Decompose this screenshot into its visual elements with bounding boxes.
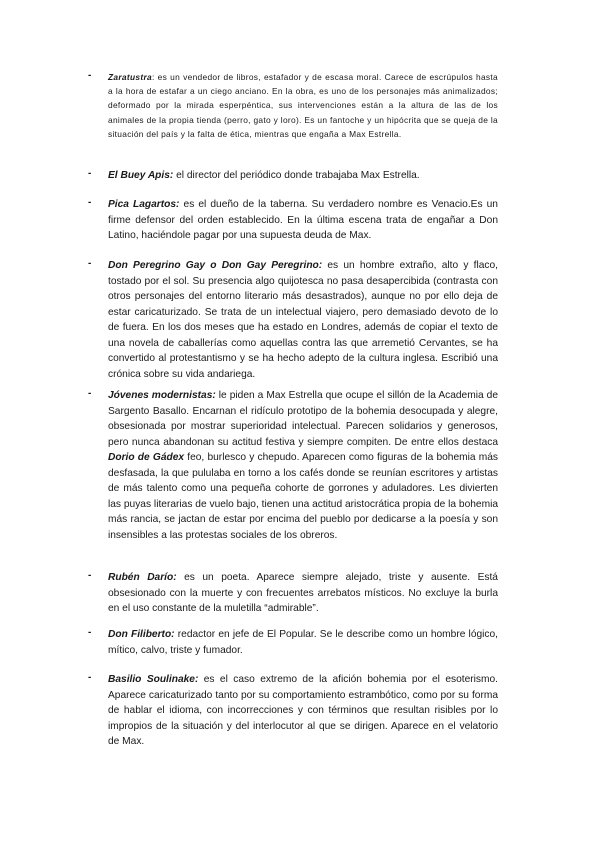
bullet-dash: - xyxy=(88,570,92,581)
bullet-dash: - xyxy=(88,70,92,81)
character-description: es un poeta. Aparece siempre alejado, triste y ausente. Está obsesionado con la muerte y con frecuentes arrebatos místicos. No excluye la burla en el uso constante de la muletilla “admirable”. xyxy=(108,572,498,614)
entry-paragraph xyxy=(108,168,498,184)
character-name: Don Peregrino Gay o Don Gay Peregrino: xyxy=(108,260,323,271)
bullet-dash: - xyxy=(88,672,92,683)
name-separator: : xyxy=(151,72,155,82)
character-description: es un hombre extraño, alto y flaco, tostado por el sol. Su presencia algo quijotesca no pasa desapercibida (contrasta con otros personajes del entorno literario más desastrados), aunque no por ello deja de estar caricaturizado. Se trata de un intelectual viajero, pero demasiado devoto de lo de fuera. En los dos meses que ha estado en Londres, además de copiar el texto de una novela de caballerías como aquellas contra las que arremetió Cervantes, se ha convertido al protestantismo y se ha hecho adepto de la cultura inglesa. Escribió una crónica sobre su vida andariega. xyxy=(108,260,498,380)
list-item-don-peregrino-gay xyxy=(90,258,498,382)
list-item-jovenes-modernistas xyxy=(90,388,498,543)
list-item-ruben-dario xyxy=(90,570,498,617)
list-item-el-buey-apis xyxy=(90,168,498,184)
entry-paragraph xyxy=(108,388,498,543)
character-name: Zaratustra xyxy=(108,72,152,82)
character-description: redactor en jefe de El Popular. Se le describe como un hombre lógico, mítico, calvo, triste y fumador. xyxy=(108,629,499,656)
list-item-don-filiberto xyxy=(90,627,498,658)
character-name: Jóvenes modernistas: xyxy=(108,390,216,401)
entry-paragraph xyxy=(108,570,498,617)
character-description: le piden a Max Estrella que ocupe el sillón de la Academia de Sargento Basallo. Encarnan el ridículo prototipo de la bohemia desocupada y alegre, obsesionada por mostrar superioridad intelectual. Parecen solidarios y generosos, pero nunca abandonan su actitud festiva y siempre compiten. De entre ellos destaca xyxy=(108,390,498,448)
list-item-basilio-soulinake xyxy=(90,672,498,750)
bullet-dash: - xyxy=(88,168,92,179)
character-name: Don Filiberto: xyxy=(108,629,175,640)
bullet-dash: - xyxy=(88,197,92,208)
list-item-zaratustra xyxy=(90,70,498,141)
character-name: Rubén Darío: xyxy=(108,572,177,583)
list-item-pica-lagartos xyxy=(90,197,498,244)
entry-paragraph xyxy=(108,197,498,244)
bullet-dash: - xyxy=(88,258,92,269)
character-name: Pica Lagartos: xyxy=(108,199,180,210)
entry-paragraph xyxy=(108,258,498,382)
entry-paragraph xyxy=(108,672,498,750)
character-name: Basilio Soulinake: xyxy=(108,674,199,685)
character-description: es el caso extremo de la afición bohemia por el esoterismo. Aparece caricaturizado tanto por su comportamiento estrambótico, como por su forma de hablar el idioma, con incorrecciones y con términos que resultan risibles por lo impropios de la situación y del interlocutor al que se dirigen. Aparece en el velatorio de Max. xyxy=(108,674,498,747)
entry-paragraph xyxy=(108,70,498,141)
character-description-cont: feo, burlesco y chepudo. Aparecen como figuras de la bohemia más desfasada, la que pululaba en torno a los cafés donde se reunían escritores y artistas de más talento como una pequeña cohorte de gorrones y aduladores. Les divierten las puyas literarias de vuelo bajo, tienen una actitud aristocrática propia de la bohemia más rancia, se jactan de estar por encima del pueblo por dedicarse a la poesía y son insensibles a las protestas sociales de los obreros. xyxy=(108,452,498,541)
bullet-dash: - xyxy=(88,627,92,638)
entry-paragraph xyxy=(108,627,498,658)
bullet-dash: - xyxy=(88,388,92,399)
character-description: es un vendedor de libros, estafador y de escasa moral. Carece de escrúpulos hasta a la hora de estafar a un ciego anciano. En la obra, es uno de los personajes más animalizados; deformado por la mirada esperpéntica, sus intervenciones están a la altura de las de los animales de la propia tienda (perro, gato y loro). Es un fantoche y un hipócrita que se queja de la situación del país y la falta de ética, mientras que engaña a Max Estrella. xyxy=(108,72,498,139)
highlighted-name: Dorio de Gádex xyxy=(108,452,185,463)
character-description: es el dueño de la taberna. Su verdadero nombre es Venacio.Es un firme defensor del orden establecido. En la última escena trata de engañar a Don Latino, haciéndole pagar por una supuesta deuda de Max. xyxy=(108,199,498,241)
character-name: El Buey Apis: xyxy=(108,170,174,181)
character-description: el director del periódico donde trabajaba Max Estrella. xyxy=(173,170,420,181)
